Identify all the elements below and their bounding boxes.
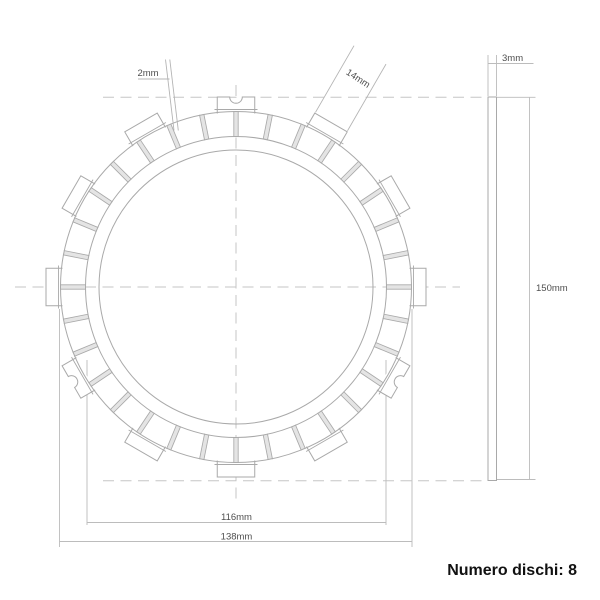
friction-groove [234, 111, 238, 137]
leader-2mm-line-a [166, 60, 175, 131]
clutch-tab [61, 173, 97, 218]
dim-label-disc-thickness: 3mm [502, 53, 524, 64]
friction-groove [374, 342, 400, 356]
friction-groove [318, 410, 336, 434]
dim-label-inner-diameter: 116mm [221, 512, 252, 523]
dim-label-tab-width: 14mm [343, 67, 372, 91]
friction-groove [291, 425, 305, 451]
friction-groove [341, 392, 362, 413]
friction-groove [73, 342, 99, 356]
friction-groove [263, 114, 272, 140]
clutch-tab-notched [376, 355, 412, 400]
dim-label-pad-thickness: 2mm [137, 68, 159, 79]
friction-groove [73, 218, 99, 232]
friction-groove [200, 434, 209, 460]
disc-count-caption: Numero dischi: 8 [447, 562, 577, 579]
friction-groove [374, 218, 400, 232]
friction-groove [263, 434, 272, 460]
friction-groove [200, 114, 209, 140]
friction-groove [359, 369, 383, 387]
clutch-tab [122, 112, 167, 148]
friction-groove [88, 369, 112, 387]
friction-groove [234, 437, 238, 463]
friction-groove [88, 187, 112, 205]
clutch-tab [122, 427, 167, 463]
friction-groove [136, 139, 154, 163]
friction-groove [341, 161, 362, 182]
clutch-tab [304, 112, 349, 148]
clutch-tab [376, 173, 412, 218]
leader-2mm-line-b [170, 60, 179, 131]
friction-groove [383, 314, 409, 323]
friction-groove [110, 392, 131, 413]
dim-label-outer-diameter: 138mm [220, 531, 253, 543]
friction-groove [291, 124, 305, 150]
friction-groove [63, 314, 89, 323]
leader-lines-group [138, 46, 386, 131]
friction-groove [60, 285, 86, 289]
clutch-tab [304, 427, 349, 463]
clutch-tab-notched [61, 355, 97, 400]
friction-groove [383, 251, 409, 260]
friction-groove [318, 139, 336, 163]
side-view-plate [488, 97, 497, 481]
friction-groove [167, 425, 181, 451]
friction-groove [386, 285, 412, 289]
friction-groove [110, 161, 131, 182]
friction-groove [359, 187, 383, 205]
friction-groove [136, 410, 154, 434]
dim-label-overall-diameter: 150mm [536, 283, 568, 294]
friction-groove [63, 251, 89, 260]
